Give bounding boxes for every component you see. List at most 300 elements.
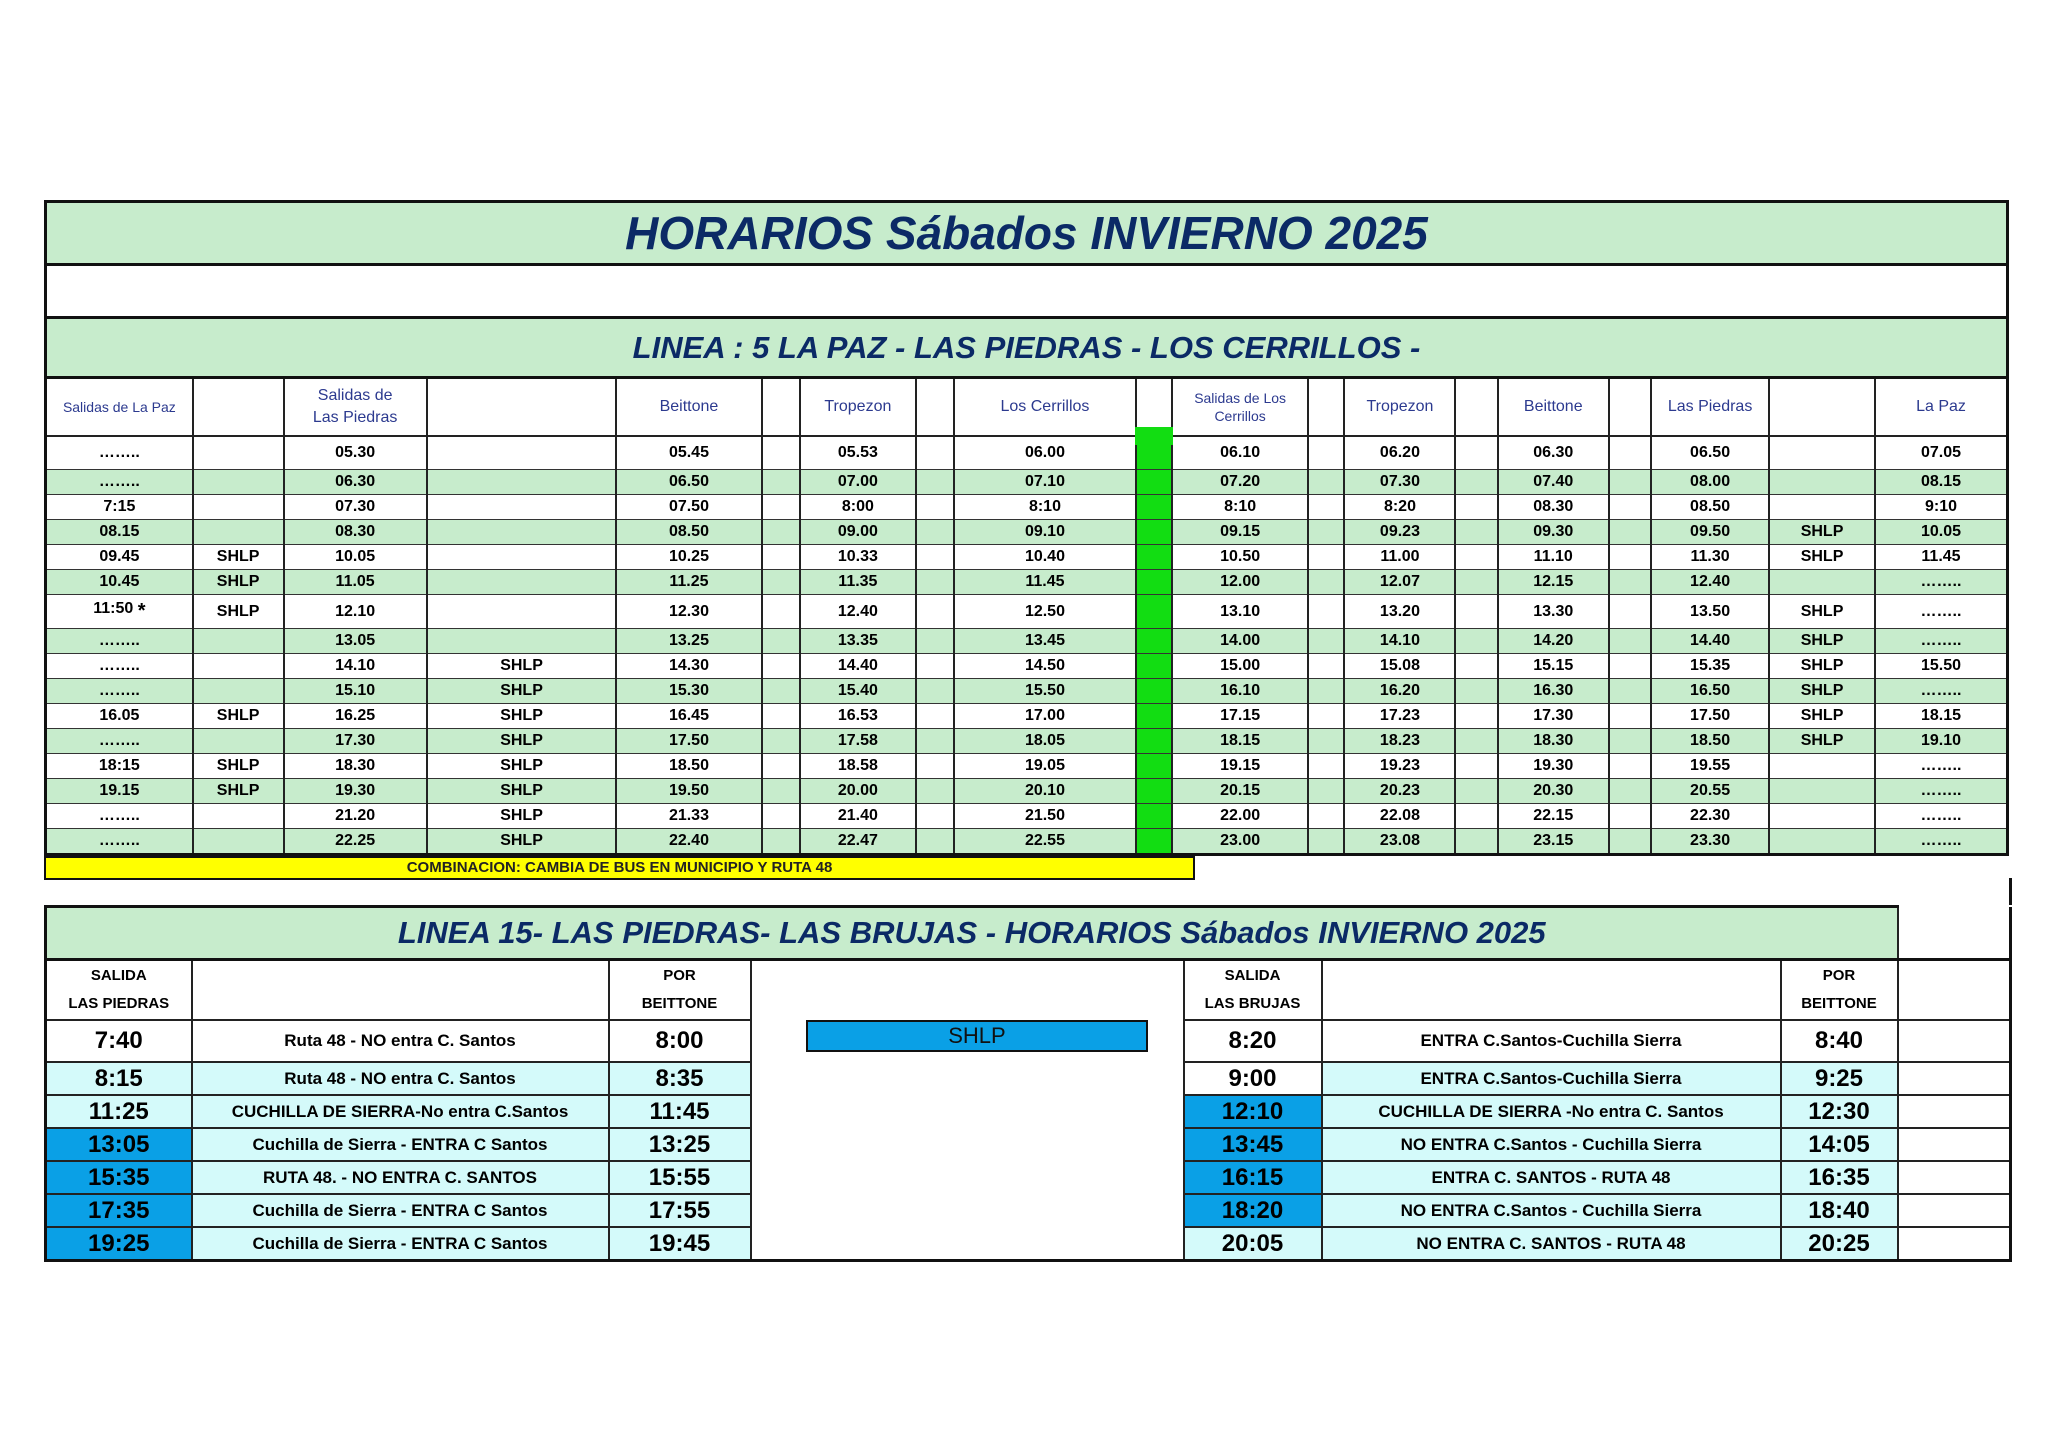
shlp-mark-return: SHLP <box>1769 629 1875 654</box>
la-paz-departure: …….. <box>46 679 193 704</box>
la-paz-arrival: 19.10 <box>1875 729 2008 754</box>
las-piedras-return-time: 23.30 <box>1651 829 1769 855</box>
return-beittone-time: 12:30 <box>1781 1095 1898 1128</box>
right-border <box>2009 878 2012 905</box>
route-description: Ruta 48 - NO entra C. Santos <box>192 1020 609 1062</box>
asterisk-mark: * <box>137 600 146 622</box>
beittone-time: 06.50 <box>616 470 761 495</box>
la-paz-departure: …….. <box>46 729 193 754</box>
la-paz-departure: …….. <box>46 829 193 855</box>
shlp-mark: SHLP <box>193 595 284 629</box>
blank <box>916 595 954 629</box>
shlp-mark <box>193 436 284 470</box>
shlp-mark: SHLP <box>427 679 617 704</box>
table-row <box>46 754 2008 779</box>
beittone-return-time: 09.30 <box>1498 520 1609 545</box>
departure-time: 11:25 <box>46 1095 192 1128</box>
los-cerrillos-departure: 14.00 <box>1172 629 1308 654</box>
los-cerrillos-time: 20.10 <box>954 779 1136 804</box>
shlp-mark: SHLP <box>193 704 284 729</box>
blank-cell <box>1898 1227 2011 1261</box>
las-piedras-departure: 08.30 <box>284 520 427 545</box>
shlp-mark <box>427 570 617 595</box>
las-piedras-return-time: 22.30 <box>1651 804 1769 829</box>
blank <box>762 629 800 654</box>
blank <box>1308 679 1344 704</box>
las-piedras-return-time: 18.50 <box>1651 729 1769 754</box>
las-piedras-return-time: 20.55 <box>1651 779 1769 804</box>
tropezon-time: 05.53 <box>800 436 916 470</box>
header-line: Salidas de Los <box>1194 390 1287 406</box>
blank <box>1455 495 1497 520</box>
blank <box>762 804 800 829</box>
blank <box>916 654 954 679</box>
tropezon-time: 10.33 <box>800 545 916 570</box>
return-beittone-time: 9:25 <box>1781 1062 1898 1095</box>
combination-note: COMBINACION: CAMBIA DE BUS EN MUNICIPIO Y RUTA 48 <box>44 856 1195 880</box>
blank <box>1609 470 1651 495</box>
beittone-time: 19:45 <box>609 1227 751 1261</box>
beittone-time: 10.25 <box>616 545 761 570</box>
tropezon-return-time: 8:20 <box>1344 495 1455 520</box>
blank-cell <box>751 1161 1184 1194</box>
blank <box>916 804 954 829</box>
shlp-mark <box>193 520 284 545</box>
blank-cell <box>1898 1128 2011 1161</box>
los-cerrillos-time: 12.50 <box>954 595 1136 629</box>
return-departure-time: 18:20 <box>1184 1194 1322 1227</box>
los-cerrillos-time: 09.10 <box>954 520 1136 545</box>
separator <box>1136 704 1172 729</box>
shlp-mark-return: SHLP <box>1769 729 1875 754</box>
blank-cell <box>1898 907 2011 960</box>
table-row <box>46 629 2008 654</box>
linea5-header-row <box>46 378 2008 437</box>
blank <box>1609 829 1651 855</box>
blank <box>1308 829 1344 855</box>
la-paz-departure: 09.45 <box>46 545 193 570</box>
blank-cell <box>751 1062 1184 1095</box>
los-cerrillos-time: 19.05 <box>954 754 1136 779</box>
separator <box>1136 829 1172 855</box>
blank-row <box>46 265 2008 318</box>
blank <box>762 570 800 595</box>
la-paz-arrival: 10.05 <box>1875 520 2008 545</box>
return-departure-time: 12:10 <box>1184 1095 1322 1128</box>
beittone-return-time: 14.20 <box>1498 629 1609 654</box>
header-blank <box>1769 378 1875 437</box>
blank <box>916 704 954 729</box>
beittone-time: 13.25 <box>616 629 761 654</box>
blank <box>762 545 800 570</box>
beittone-time: 15.30 <box>616 679 761 704</box>
shlp-mark <box>427 495 617 520</box>
header-line: SALIDA <box>1224 967 1281 984</box>
header-salidas-la-paz: Salidas de La Paz <box>46 378 193 437</box>
la-paz-departure: 18:15 <box>46 754 193 779</box>
shlp-mark: SHLP <box>193 779 284 804</box>
blank <box>1308 495 1344 520</box>
los-cerrillos-departure: 15.00 <box>1172 654 1308 679</box>
blank <box>1455 679 1497 704</box>
departure-time: 15:35 <box>46 1161 192 1194</box>
separator <box>1136 779 1172 804</box>
blank <box>762 470 800 495</box>
header-salidas-los-cerrillos <box>1172 378 1308 437</box>
table-row <box>46 679 2008 704</box>
shlp-mark-return: SHLP <box>1769 520 1875 545</box>
header-line: LAS PIEDRAS <box>68 995 170 1012</box>
tropezon-time: 11.35 <box>800 570 916 595</box>
tropezon-time: 09.00 <box>800 520 916 545</box>
shlp-mark <box>193 804 284 829</box>
beittone-return-time: 19.30 <box>1498 754 1609 779</box>
blank <box>916 436 954 470</box>
las-piedras-departure: 16.25 <box>284 704 427 729</box>
tropezon-return-time: 09.23 <box>1344 520 1455 545</box>
blank <box>1455 520 1497 545</box>
las-piedras-departure: 11.05 <box>284 570 427 595</box>
blank-cell <box>751 1095 1184 1128</box>
shlp-mark <box>427 470 617 495</box>
return-route-description: NO ENTRA C.Santos - Cuchilla Sierra <box>1322 1128 1781 1161</box>
shlp-mark: SHLP <box>427 754 617 779</box>
la-paz-departure: 7:15 <box>46 495 193 520</box>
return-beittone-time: 20:25 <box>1781 1227 1898 1261</box>
los-cerrillos-time: 13.45 <box>954 629 1136 654</box>
separator <box>1136 545 1172 570</box>
tropezon-time: 22.47 <box>800 829 916 855</box>
header-beittone-return: Beittone <box>1498 378 1609 437</box>
blank <box>762 436 800 470</box>
table-row <box>46 1194 2011 1227</box>
blank <box>916 779 954 804</box>
los-cerrillos-departure: 06.10 <box>1172 436 1308 470</box>
las-piedras-return-time: 06.50 <box>1651 436 1769 470</box>
separator <box>1136 520 1172 545</box>
header-blank <box>1455 378 1497 437</box>
beittone-time: 11.25 <box>616 570 761 595</box>
return-departure-time: 9:00 <box>1184 1062 1322 1095</box>
las-piedras-departure: 05.30 <box>284 436 427 470</box>
header-line: Salidas de <box>317 387 393 404</box>
blank <box>1455 729 1497 754</box>
table-row <box>46 704 2008 729</box>
shlp-mark <box>193 495 284 520</box>
header-los-cerrillos: Los Cerrillos <box>954 378 1136 437</box>
shlp-mark-return: SHLP <box>1769 545 1875 570</box>
shlp-mark-return <box>1769 829 1875 855</box>
header-blank <box>916 378 954 437</box>
return-beittone-time: 14:05 <box>1781 1128 1898 1161</box>
blank <box>1455 779 1497 804</box>
page-title: HORARIOS Sábados INVIERNO 2025 <box>46 202 2008 265</box>
blank <box>1455 470 1497 495</box>
la-paz-departure: …….. <box>46 804 193 829</box>
las-piedras-departure: 15.10 <box>284 679 427 704</box>
la-paz-arrival: 07.05 <box>1875 436 2008 470</box>
beittone-time: 19.50 <box>616 779 761 804</box>
blank <box>762 779 800 804</box>
header-blank <box>427 378 617 437</box>
blank <box>916 520 954 545</box>
blank <box>1308 654 1344 679</box>
la-paz-arrival: …….. <box>1875 570 2008 595</box>
return-route-description: CUCHILLA DE SIERRA -No entra C. Santos <box>1322 1095 1781 1128</box>
separator <box>1136 729 1172 754</box>
blank <box>762 729 800 754</box>
header-salidas-las-piedras <box>284 378 427 437</box>
blank <box>1308 545 1344 570</box>
blank-cell <box>751 1128 1184 1161</box>
blank <box>916 629 954 654</box>
las-piedras-departure: 12.10 <box>284 595 427 629</box>
beittone-time: 22.40 <box>616 829 761 855</box>
return-route-description: ENTRA C. SANTOS - RUTA 48 <box>1322 1161 1781 1194</box>
header-blank <box>1322 960 1781 1021</box>
blank <box>916 570 954 595</box>
beittone-return-time: 15.15 <box>1498 654 1609 679</box>
header-line: BEITTONE <box>1801 995 1877 1012</box>
beittone-return-time: 23.15 <box>1498 829 1609 855</box>
los-cerrillos-time: 18.05 <box>954 729 1136 754</box>
shlp-mark: SHLP <box>427 829 617 855</box>
blank <box>762 829 800 855</box>
la-paz-arrival: 9:10 <box>1875 495 2008 520</box>
shlp-mark: SHLP <box>427 779 617 804</box>
blank <box>1609 754 1651 779</box>
table-row <box>46 436 2008 470</box>
blank <box>916 495 954 520</box>
blank <box>916 470 954 495</box>
los-cerrillos-departure: 16.10 <box>1172 679 1308 704</box>
blank <box>1609 495 1651 520</box>
return-route-description: NO ENTRA C.Santos - Cuchilla Sierra <box>1322 1194 1781 1227</box>
header-line: POR <box>1822 967 1856 984</box>
header-salida-las-brujas <box>1184 960 1322 1021</box>
beittone-return-time: 20.30 <box>1498 779 1609 804</box>
blank-cell <box>1898 1020 2011 1062</box>
blank-cell <box>1898 1194 2011 1227</box>
blank <box>762 754 800 779</box>
blank <box>762 679 800 704</box>
las-piedras-return-time: 16.50 <box>1651 679 1769 704</box>
la-paz-departure: 08.15 <box>46 520 193 545</box>
blank <box>1308 470 1344 495</box>
blank <box>1455 804 1497 829</box>
blank <box>1609 779 1651 804</box>
cell-value: 11:50 <box>93 600 134 617</box>
header-la-paz: La Paz <box>1875 378 2008 437</box>
separator <box>1136 570 1172 595</box>
blank <box>1609 545 1651 570</box>
beittone-time: 11:45 <box>609 1095 751 1128</box>
shlp-mark-return <box>1769 754 1875 779</box>
blank <box>916 545 954 570</box>
route-description: Ruta 48 - NO entra C. Santos <box>192 1062 609 1095</box>
los-cerrillos-departure: 20.15 <box>1172 779 1308 804</box>
table-row <box>46 1161 2011 1194</box>
los-cerrillos-time: 8:10 <box>954 495 1136 520</box>
route-description: Cuchilla de Sierra - ENTRA C Santos <box>192 1128 609 1161</box>
los-cerrillos-time: 06.00 <box>954 436 1136 470</box>
las-piedras-departure: 18.30 <box>284 754 427 779</box>
las-piedras-return-time: 08.00 <box>1651 470 1769 495</box>
los-cerrillos-departure: 09.15 <box>1172 520 1308 545</box>
tropezon-time: 07.00 <box>800 470 916 495</box>
tropezon-time: 20.00 <box>800 779 916 804</box>
header-beittone: Beittone <box>616 378 761 437</box>
las-piedras-return-time: 12.40 <box>1651 570 1769 595</box>
blank <box>1609 679 1651 704</box>
la-paz-arrival: …….. <box>1875 829 2008 855</box>
return-beittone-time: 8:40 <box>1781 1020 1898 1062</box>
blank <box>1308 779 1344 804</box>
beittone-time: 05.45 <box>616 436 761 470</box>
shlp-mark: SHLP <box>193 754 284 779</box>
beittone-return-time: 13.30 <box>1498 595 1609 629</box>
los-cerrillos-departure: 23.00 <box>1172 829 1308 855</box>
beittone-return-time: 06.30 <box>1498 436 1609 470</box>
departure-time: 13:05 <box>46 1128 192 1161</box>
blank <box>762 654 800 679</box>
los-cerrillos-departure: 19.15 <box>1172 754 1308 779</box>
header-line: POR <box>663 967 696 984</box>
los-cerrillos-time: 17.00 <box>954 704 1136 729</box>
departure-time: 7:40 <box>46 1020 192 1062</box>
blank <box>762 520 800 545</box>
shlp-mark-return <box>1769 779 1875 804</box>
las-piedras-return-time: 15.35 <box>1651 654 1769 679</box>
los-cerrillos-departure: 13.10 <box>1172 595 1308 629</box>
las-piedras-departure: 14.10 <box>284 654 427 679</box>
beittone-time: 17.50 <box>616 729 761 754</box>
section-spacer <box>44 880 2009 905</box>
table-row <box>46 829 2008 855</box>
tropezon-return-time: 18.23 <box>1344 729 1455 754</box>
blank <box>1609 704 1651 729</box>
blank <box>1308 595 1344 629</box>
shlp-box: SHLP <box>806 1020 1148 1052</box>
header-salida-las-piedras <box>46 960 192 1021</box>
beittone-time: 18.50 <box>616 754 761 779</box>
linea15-subtitle: LINEA 15- LAS PIEDRAS- LAS BRUJAS - HORARIOS Sábados INVIERNO 2025 <box>46 907 1898 960</box>
linea5-table <box>44 200 2009 856</box>
shlp-mark-return <box>1769 470 1875 495</box>
blank-cell <box>1898 960 2011 1021</box>
table-row <box>46 1095 2011 1128</box>
blank <box>1455 595 1497 629</box>
route-description: Cuchilla de Sierra - ENTRA C Santos <box>192 1194 609 1227</box>
beittone-time: 15:55 <box>609 1161 751 1194</box>
departure-time: 19:25 <box>46 1227 192 1261</box>
shlp-mark-return <box>1769 436 1875 470</box>
tropezon-return-time: 23.08 <box>1344 829 1455 855</box>
table-row <box>46 804 2008 829</box>
blank <box>1609 595 1651 629</box>
table-row <box>46 1227 2011 1261</box>
table-row <box>46 1128 2011 1161</box>
blank <box>916 829 954 855</box>
shlp-mark: SHLP <box>427 704 617 729</box>
return-departure-time: 8:20 <box>1184 1020 1322 1062</box>
blank <box>1609 654 1651 679</box>
tropezon-time: 13.35 <box>800 629 916 654</box>
blank <box>1308 520 1344 545</box>
beittone-time: 8:00 <box>609 1020 751 1062</box>
blank <box>1308 804 1344 829</box>
tropezon-return-time: 13.20 <box>1344 595 1455 629</box>
table-row <box>46 470 2008 495</box>
beittone-time: 21.33 <box>616 804 761 829</box>
los-cerrillos-departure: 18.15 <box>1172 729 1308 754</box>
blank <box>916 679 954 704</box>
header-tropezon-return: Tropezon <box>1344 378 1455 437</box>
table-row <box>46 1062 2011 1095</box>
blank <box>1455 436 1497 470</box>
header-blank <box>762 378 800 437</box>
las-piedras-return-time: 09.50 <box>1651 520 1769 545</box>
los-cerrillos-departure: 07.20 <box>1172 470 1308 495</box>
shlp-mark <box>427 520 617 545</box>
table-row <box>46 520 2008 545</box>
linea15-header-row <box>46 960 2011 1021</box>
header-blank <box>192 960 609 1021</box>
tropezon-return-time: 15.08 <box>1344 654 1455 679</box>
la-paz-arrival: …….. <box>1875 629 2008 654</box>
route-description: CUCHILLA DE SIERRA-No entra C.Santos <box>192 1095 609 1128</box>
header-por-beittone <box>609 960 751 1021</box>
return-beittone-time: 16:35 <box>1781 1161 1898 1194</box>
route-description: RUTA 48. - NO ENTRA C. SANTOS <box>192 1161 609 1194</box>
las-piedras-departure: 13.05 <box>284 629 427 654</box>
la-paz-arrival: …….. <box>1875 804 2008 829</box>
blank <box>1308 436 1344 470</box>
blank <box>1609 729 1651 754</box>
tropezon-return-time: 20.23 <box>1344 779 1455 804</box>
beittone-return-time: 17.30 <box>1498 704 1609 729</box>
blank <box>1308 629 1344 654</box>
beittone-time: 07.50 <box>616 495 761 520</box>
table-row <box>46 729 2008 754</box>
blank <box>762 595 800 629</box>
shlp-mark <box>193 729 284 754</box>
tropezon-time: 15.40 <box>800 679 916 704</box>
separator <box>1136 595 1172 629</box>
separator <box>1136 470 1172 495</box>
las-piedras-return-time: 19.55 <box>1651 754 1769 779</box>
departure-time: 17:35 <box>46 1194 192 1227</box>
la-paz-arrival: 08.15 <box>1875 470 2008 495</box>
blank <box>1308 570 1344 595</box>
la-paz-departure: …….. <box>46 654 193 679</box>
blank <box>1455 545 1497 570</box>
blank <box>1308 754 1344 779</box>
tropezon-time: 17.58 <box>800 729 916 754</box>
las-piedras-departure: 21.20 <box>284 804 427 829</box>
linea5-subtitle: LINEA : 5 LA PAZ - LAS PIEDRAS - LOS CERRILLOS - <box>46 318 2008 378</box>
header-blank <box>1609 378 1651 437</box>
la-paz-departure: 16.05 <box>46 704 193 729</box>
los-cerrillos-time: 21.50 <box>954 804 1136 829</box>
tropezon-return-time: 16.20 <box>1344 679 1455 704</box>
beittone-time: 8:35 <box>609 1062 751 1095</box>
header-line: BEITTONE <box>641 995 718 1012</box>
header-por-beittone-return <box>1781 960 1898 1021</box>
shlp-mark: SHLP <box>427 804 617 829</box>
beittone-return-time: 18.30 <box>1498 729 1609 754</box>
los-cerrillos-departure: 10.50 <box>1172 545 1308 570</box>
